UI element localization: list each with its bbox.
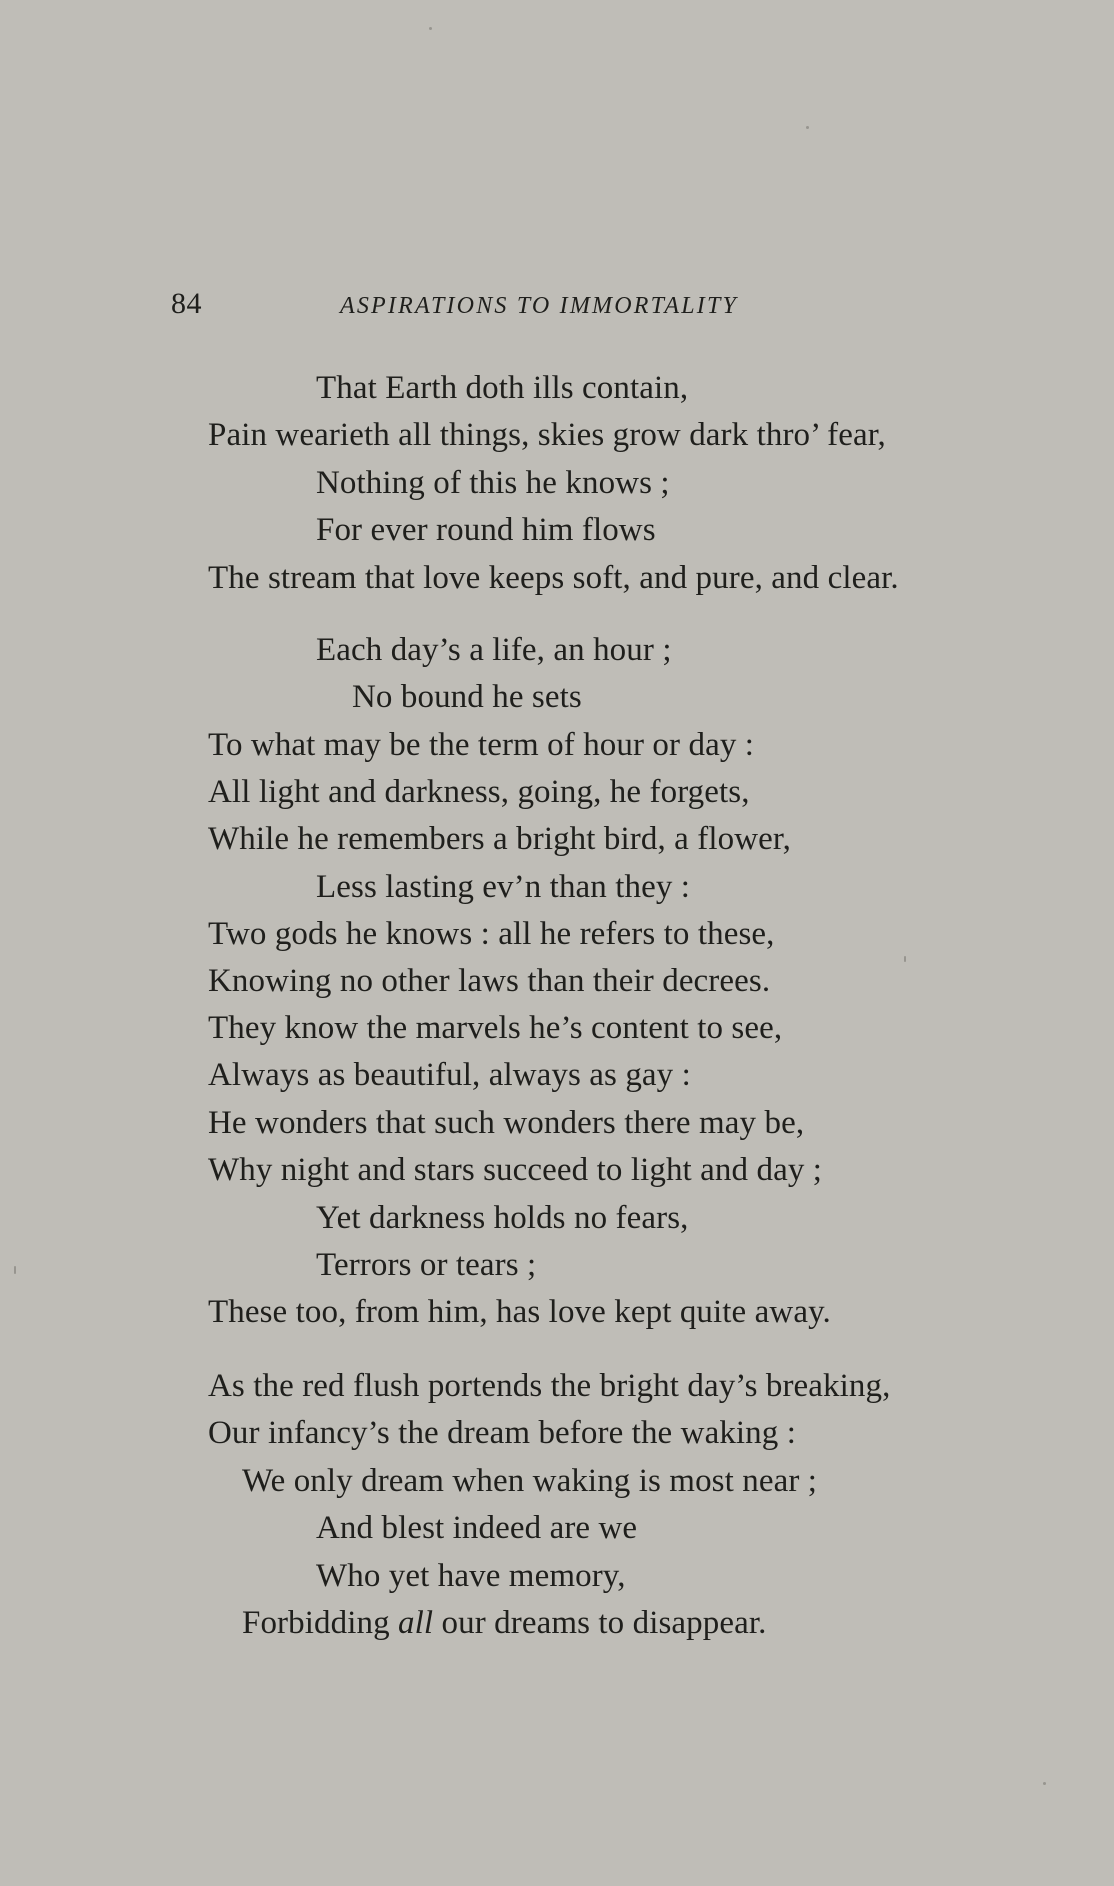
- poem-line: They know the marvels he’s content to see,: [208, 1010, 783, 1046]
- poem-line: No bound he sets: [352, 679, 582, 715]
- poem-line-text: our dreams to disappear.: [433, 1605, 767, 1641]
- paper-speck: [429, 27, 432, 30]
- poem-line: Always as beautiful, always as gay :: [208, 1057, 691, 1093]
- poem-line: [242, 1603, 767, 1643]
- poem-line: Each day’s a life, an hour ;: [316, 632, 672, 668]
- poem-line: All light and darkness, going, he forgets,: [208, 774, 750, 810]
- paper-speck: [1043, 1782, 1046, 1785]
- poem-line: These too, from him, has love kept quite away.: [208, 1294, 831, 1330]
- poem-line: Knowing no other laws than their decrees.: [208, 963, 771, 999]
- poem-line: Why night and stars succeed to light and day ;: [208, 1152, 823, 1188]
- poem-line-text: Forbidding: [242, 1605, 399, 1641]
- poem-line: Terrors or tears ;: [316, 1247, 537, 1283]
- poem-line: For ever round him flows: [316, 512, 656, 548]
- poem-line: Yet darkness holds no fears,: [316, 1200, 689, 1236]
- paper-speck: [904, 956, 906, 962]
- poem-line: Two gods he knows : all he refers to these,: [208, 916, 775, 952]
- paper-speck: [806, 126, 809, 129]
- poem-line: Pain wearieth all things, skies grow dark thro’ fear,: [208, 417, 886, 453]
- poem-line: That Earth doth ills contain,: [316, 370, 689, 406]
- poem-line: We only dream when waking is most near ;: [242, 1463, 818, 1499]
- poem-line: And blest indeed are we: [316, 1510, 638, 1546]
- poem-line: To what may be the term of hour or day :: [208, 727, 755, 763]
- poem-line: As the red flush portends the bright day’s breaking,: [208, 1368, 891, 1404]
- page-number: 84: [171, 287, 202, 320]
- poem-line: He wonders that such wonders there may be,: [208, 1105, 805, 1141]
- poem-line: Who yet have memory,: [316, 1558, 626, 1594]
- paper-speck: [14, 1266, 16, 1274]
- poem-line: Nothing of this he knows ;: [316, 465, 670, 501]
- emphasized-word: all: [398, 1605, 434, 1641]
- poem-line: Less lasting ev’n than they :: [316, 869, 691, 905]
- poem-line: The stream that love keeps soft, and pure, and clear.: [208, 560, 899, 596]
- running-title: ASPIRATIONS TO IMMORTALITY: [340, 293, 739, 319]
- poem-line: Our infancy’s the dream before the waking :: [208, 1415, 797, 1451]
- poem-line: While he remembers a bright bird, a flower,: [208, 821, 792, 857]
